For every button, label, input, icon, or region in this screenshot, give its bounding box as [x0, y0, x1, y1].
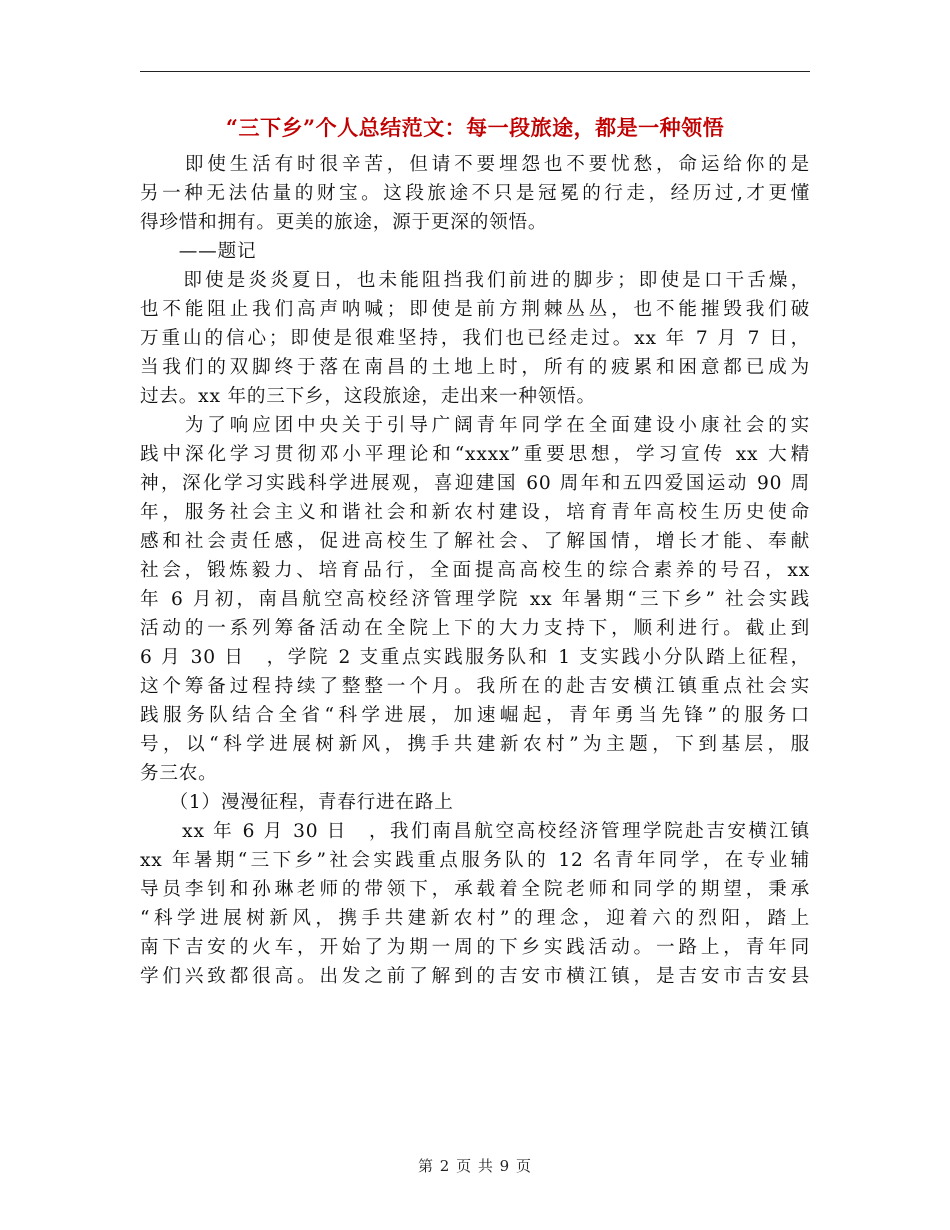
text-line: 践中深化学习贯彻邓小平理论和“xxxx”重要思想，学习宣传 xx 大精 [140, 444, 810, 465]
text-line: 活动的一系列筹备活动在全院上下的大力支持下，顺利进行。截止到 [140, 618, 810, 639]
text-line: 感和社会责任感，促进高校生了解社会、了解国情，增长才能、奉献 [140, 531, 810, 552]
text-line: xx 年暑期“三下乡”社会实践重点服务队的 12 名青年同学，在专业辅 [140, 850, 810, 871]
text-line: 当我们的双脚终于落在南昌的土地上时，所有的疲累和困意都已成为 [140, 357, 810, 378]
text-line: 这个筹备过程持续了整整一个月。我所在的赴吉安横江镇重点社会实 [140, 676, 810, 697]
header-rule [140, 71, 810, 72]
text-line: 社会，锻炼毅力、培育品行，全面提高高校生的综合素养的号召，xx [140, 560, 810, 581]
text-line: 南下吉安的火车，开始了为期一周的下乡实践活动。一路上，青年同 [140, 937, 810, 958]
text-line: ——题记 [140, 241, 257, 262]
text-line: 年，服务社会主义和谐社会和新农村建设，培育青年高校生历史使命 [140, 502, 810, 523]
text-line: 务三农。 [140, 763, 218, 784]
document-title: “三下乡”个人总结范文：每一段旅途，都是一种领悟 [225, 115, 725, 140]
text-line: 年 6 月初，南昌航空高校经济管理学院 xx 年暑期“三下乡” 社会实践 [140, 589, 810, 610]
text-line: 即使是炎炎夏日，也未能阻挡我们前进的脚步；即使是口干舌燥， [140, 270, 810, 291]
text-line: 神，深化学习实践科学进展观，喜迎建国 60 周年和五四爱国运动 90 周 [140, 473, 810, 494]
text-line: 为了响应团中央关于引导广阔青年同学在全面建设小康社会的实 [140, 415, 810, 436]
text-line: 得珍惜和拥有。更美的旅途，源于更深的领悟。 [140, 212, 548, 233]
text-line: 践服务队结合全省“科学进展，加速崛起，青年勇当先锋”的服务口 [140, 705, 810, 726]
text-line: 另一种无法估量的财宝。这段旅途不只是冠冕的行走，经历过,才更懂 [140, 183, 810, 204]
text-line: 导员李钊和孙琳老师的带领下，承载着全院老师和同学的期望，秉承 [140, 879, 810, 900]
text-line: “科学进展树新风，携手共建新农村”的理念，迎着六的烈阳，踏上 [140, 908, 810, 929]
text-line: 即使生活有时很辛苦，但请不要埋怨也不要忧愁，命运给你的是 [140, 154, 810, 175]
text-line: 万重山的信心；即使是很难坚持，我们也已经走过。xx 年 7 月 7 日， [140, 328, 810, 349]
page-footer: 第 2 页 共 9 页 [418, 1157, 532, 1175]
document-body [140, 150, 810, 991]
text-line: （1）漫漫征程，青春行进在路上 [140, 792, 454, 813]
text-line: 学们兴致都很高。出发之前了解到的吉安市横江镇，是吉安市吉安县 [140, 966, 810, 987]
text-line: xx 年 6 月 30 日 ，我们南昌航空高校经济管理学院赴吉安横江镇 [140, 821, 810, 842]
text-line: 6 月 30 日 ，学院 2 支重点实践服务队和 1 支实践小分队踏上征程， [140, 647, 810, 668]
text-line: 号，以“科学进展树新风，携手共建新农村”为主题，下到基层，服 [140, 734, 810, 755]
text-line: 也不能阻止我们高声呐喊；即使是前方荆棘丛丛，也不能摧毁我们破 [140, 299, 810, 320]
text-line: 过去。xx 年的三下乡，这段旅途，走出来一种领悟。 [140, 386, 596, 407]
